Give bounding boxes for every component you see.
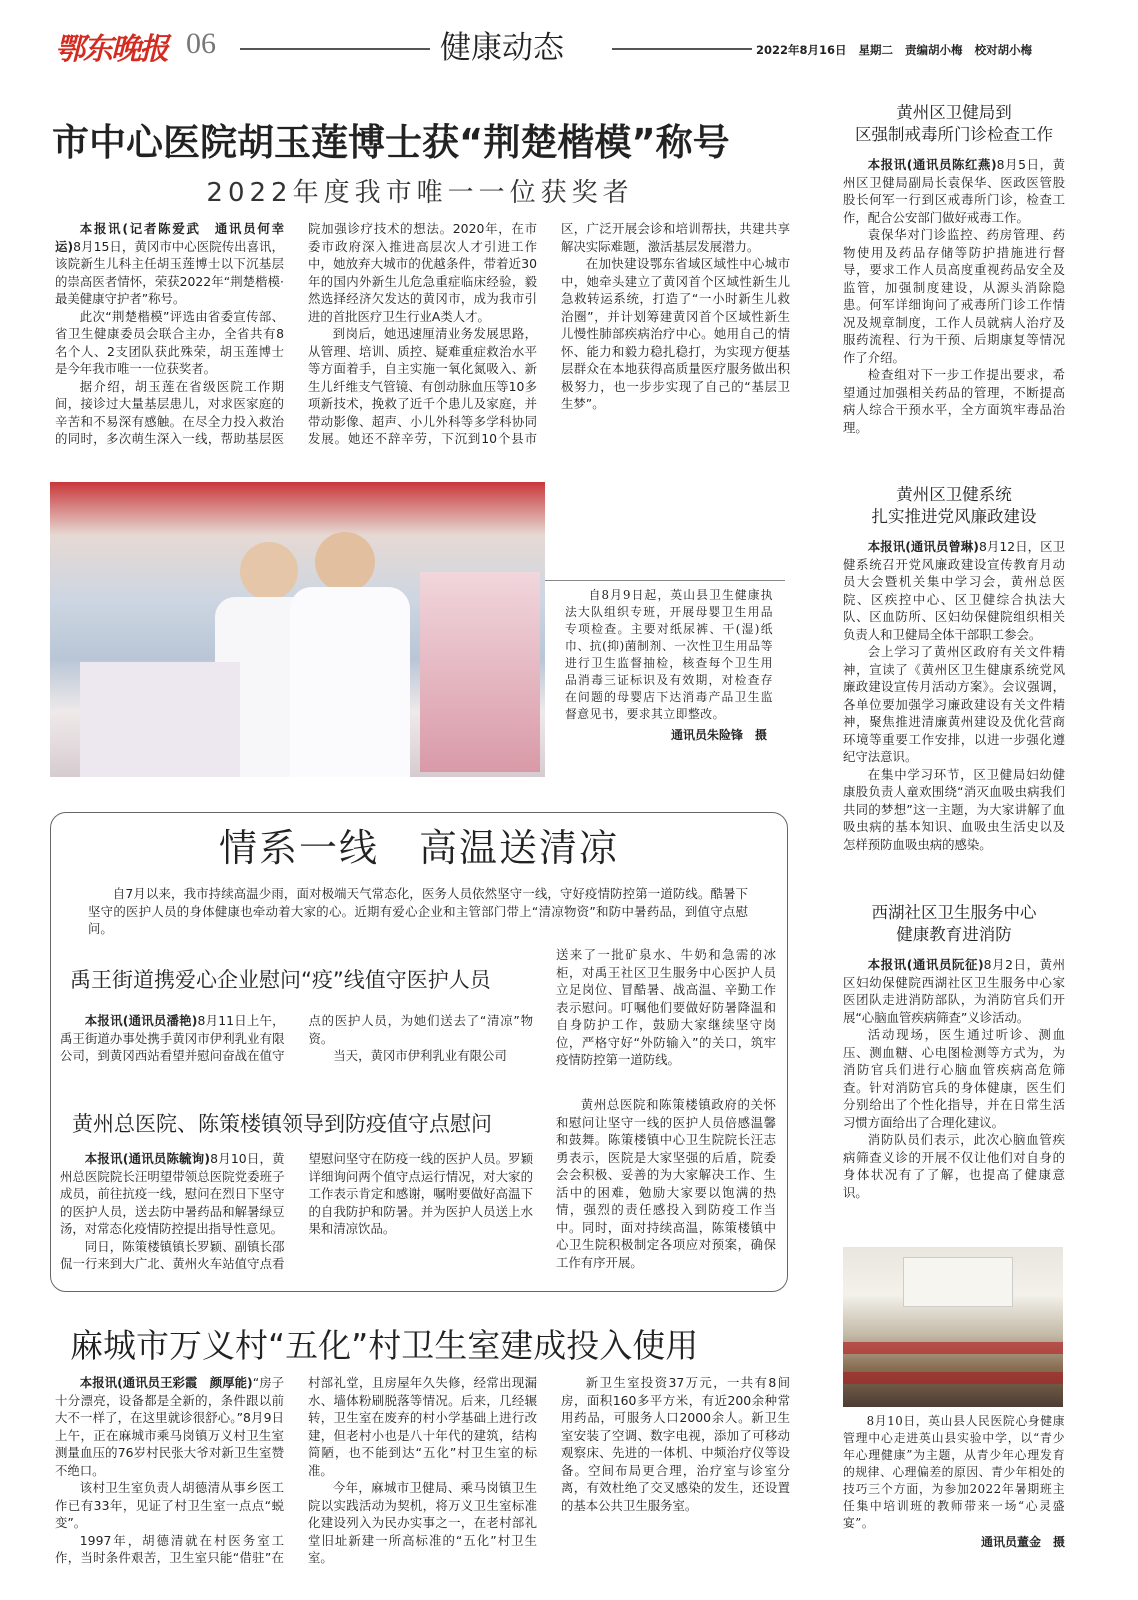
story2-title: 黄州总医院、陈策楼镇领导到防疫值守点慰问 xyxy=(72,1112,492,1136)
issue-weekday: 星期二 xyxy=(858,43,894,57)
paragraph: 8月15日，黄冈市中心医院传出喜讯，该院新生儿科主任胡玉莲博士以下沉基层的崇高医者情怀，荣获2022年“荆楚楷模·最美健康守护者”称号。 xyxy=(55,238,284,306)
article-title: 西湖社区卫生服务中心 xyxy=(871,903,1037,922)
paragraph: 到岗后，她迅速厘清业务发展思路，从管理、培训、质控、疑难重症救治水平等方面着手，自主实施一氧化氮吸入、新生儿纤维支气管镜、有创动脉血压等10多项新技术，挽救了近千个患儿及家庭，并带动影像、超声、小儿外科等多学科协同发展。她还不辞辛劳，下沉到10个县市区，广泛开展会诊和培训帮扶，共建共享解决实际难题，激活基层发展潜力。 xyxy=(308,221,790,446)
byline: 本报讯(记者陈爱武 通讯员何幸运) xyxy=(55,221,284,254)
issue-date: 2022年8月16日 xyxy=(756,43,847,57)
paragraph: 会上学习了黄州区政府有关文件精神，宣读了《黄州区卫生健康系统党风廉政建设宣传月活动方案》。会议强调，各单位要加强学习廉政建设有关文件精神，聚焦推进清廉黄州建设及优化营商环境等重要工作安排，以进一步强化遵纪守法意识。 xyxy=(843,644,1065,764)
article-title: 黄州区卫健系统 xyxy=(896,485,1012,504)
editor: 责编胡小梅 xyxy=(905,43,963,57)
paragraph: 8月10日，黄州总医院院长汪明望带领总医院党委班子成员，前往抗疫一线，慰问在烈日下坚守的医护人员，送去防中暑药品和解暑绿豆汤，对常态化疫情防控提出指导性意见。 xyxy=(60,1151,285,1236)
paragraph: 1997年，胡德清就在村医务室工作，当时条件艰苦，卫生室只能“借驻”在村部礼堂，且房屋年久失修，经常出现漏水、墙体粉刷脱落等情况。后来，几经辗转，卫生室在废弃的村小学基础上进行改建，但老村小也是八十年代的建筑，结构简陋，也不能到达“五化”村卫生室的标准。 xyxy=(55,1375,537,1565)
photo-caption: 8月10日，英山县人民医院心身健康管理中心走进英山县实验中学，以“青少年心理健康”为主题，从青少年心理发育的规律、心理偏差的原因、青少年相处的技巧三个方面，为参加2022年暑期班主任集中培训班的教师带来一场“心灵盛宴”。 xyxy=(843,1414,1065,1530)
paragraph: 当天，黄冈市伊利乳业有限公司 xyxy=(333,1048,507,1063)
story1-body-continued xyxy=(556,946,776,1069)
paragraph: 送来了一批矿泉水、牛奶和急需的冰柜，对禹王社区卫生服务中心医护人员立足岗位、冒酷暑、战高温、辛勤工作表示慰问。叮嘱他们要做好防暑降温和自身防护工作，鼓励大家继续坚守岗位，严格守好“外防输入”的关口，筑牢疫情防控第一道防线。 xyxy=(556,947,776,1067)
byline: 本报讯(通讯员潘艳) xyxy=(84,1013,198,1028)
byline: 本报讯(通讯员陈红燕) xyxy=(867,157,997,172)
byline: 本报讯(通讯员陈毓询) xyxy=(84,1151,211,1166)
issue-info xyxy=(756,42,1032,58)
header-rule xyxy=(240,48,430,50)
paragraph: 检查组对下一步工作提出要求，希望通过加强相关药品的管理，不断提高病人综合干预水平，全方面筑牢毒品治理。 xyxy=(843,367,1065,435)
byline: 本报讯(通讯员王彩霞 颜厚能) xyxy=(79,1375,253,1390)
bottom-headline: 麻城市万义村“五化”村卫生室建成投入使用 xyxy=(70,1326,699,1365)
paragraph: 黄州总医院和陈策楼镇政府的关怀和慰问让坚守一线的医护人员倍感温馨和鼓舞。陈策楼镇中心卫生院院长汪志勇表示，医院是大家坚强的后盾，院委会会积极、妥善的为大家解决工作、生活中的困难，勉励大家要以饱满的热情，强烈的责任感投入到防疫工作当中。同时，面对持续高温，陈策楼镇中心卫生院积极制定各项应对预案，确保工作有序开展。 xyxy=(556,1097,776,1270)
paragraph: 在加快建设鄂东省域区域性中心城市中，她牵头建立了黄冈首个区域性新生儿急救转运系统，打造了“一小时新生儿救治圈”，并计划筹建黄冈首个区域性新生儿慢性肺部疾病治疗中心。她用自己的情怀、能力和毅力稳扎稳打，为实现方便基层群众在本地获得高质量医疗服务做出积极努力，也一步步实现了自己的“基层卫生梦”。 xyxy=(561,256,790,411)
paragraph: 据介绍，胡玉莲在省级医院工作期间，接诊过大量基层患儿，对求医家庭的辛苦和不易深有感触。在尽全力投入救治的同时，多次萌生深入一线，帮助基层医院加强诊疗技术的想法。2020年，在市委市政府深入推进高层次人才引进工作中，她放弃大城市的优越条件，带着近30年的国内外新生儿危急重症临床经验，毅然选择经济欠发达的黄冈市，成为我市引进的首批医疗卫生行业A类人才。 xyxy=(55,221,537,446)
paragraph: 新卫生室投资37万元，一共有8间房，面积160多平方米，有近200余种常用药品，可服务人口2000余人。新卫生室安装了空调、数字电视，添加了可移动观察床、先进的一体机、中频治疗仪等设备。空间布局更合理，治疗室与诊室分离，有效杜绝了交叉感染的发生，还设置的基本公共卫生服务室。 xyxy=(561,1375,790,1513)
paragraph: 8月11日上午，禹王街道办事处携手黄冈市伊利乳业有限公司，到黄冈西站看望并慰问奋战在值守点的医护人员，为她们送去了“清凉”物资。 xyxy=(60,1013,533,1063)
paragraph: 消防队员们表示，此次心脑血管疾病筛查义诊的开展不仅让他们对自身的身体状况有了了解，也提高了健康意识。 xyxy=(843,1132,1065,1200)
byline: 本报讯(通讯员阮征) xyxy=(867,957,984,972)
page-number: 06 xyxy=(186,27,216,60)
story2-body xyxy=(60,1150,533,1273)
newspaper-logo: 鄂东晚报 xyxy=(55,32,167,67)
paragraph: 袁保华对门诊监控、药房管理、药物使用及药品存储等防护措施进行督导，要求工作人员高度重视药品安全及监管，加强制度建设，从源头消除隐患。何军详细询问了戒毒所门诊工作情况及规章制度，工作人员就病人治疗及服药流程、行为干预、后期康复等情况作了介绍。 xyxy=(843,227,1065,365)
proofreader: 校对胡小梅 xyxy=(974,43,1033,57)
article-title: 区强制戒毒所门诊检查工作 xyxy=(855,125,1053,144)
feature-intro xyxy=(88,885,748,938)
story1-title: 禹王街道携爱心企业慰问“疫”线值守医护人员 xyxy=(70,968,491,992)
paragraph: 8月5日，黄州区卫健局副局长袁保华、医政医管股股长何军一行到区戒毒所门诊，检查工作，配合公安部门做好戒毒工作。 xyxy=(843,157,1065,225)
byline: 本报讯(通讯员曾琳) xyxy=(867,539,979,554)
photo-credit: 通讯员朱险锋 摄 xyxy=(670,728,767,742)
story2-body-continued xyxy=(556,1096,776,1271)
article-title: 黄州区卫健局到 xyxy=(896,103,1012,122)
photo-caption-box xyxy=(545,580,785,743)
feature-title: 情系一线 高温送清凉 xyxy=(218,826,619,870)
right-article-1 xyxy=(843,102,1065,436)
paragraph: 同日，陈策楼镇镇长罗颖、副镇长邵侃一行来到大广北、黄州火车站值守点看望慰问坚守在防疫一线的医护人员。罗颖详细询问两个值守点运行情况，对大家的工作表示肯定和感谢，嘱咐要做好高温下的自我防护和防暑。并为医护人员送上水果和清凉饮品。 xyxy=(60,1151,533,1271)
paragraph: “房子十分漂亮，设备都是全新的，条件跟以前大不一样了，在这里就诊很舒心。”8月9日上午，正在麻城市乘马岗镇万义村卫生室测量血压的76岁村民张大爷对新卫生室赞不绝口。 xyxy=(55,1375,285,1478)
main-headline: 市中心医院胡玉莲博士获“荆楚楷模”称号 xyxy=(52,121,730,164)
photo-caption: 自8月9日起，英山县卫生健康执法大队组织专班，开展母婴卫生用品专项检查。主要对纸尿裤、干(湿)纸巾、抗(抑)菌制剂、一次性卫生用品等进行卫生监督抽检，核查每个卫生用品消毒三证标识及有效期，对检查存在问题的母婴店下达消毒产品卫生监督意见书，要求其立即整改。 xyxy=(565,588,773,721)
paragraph: 今年，麻城市卫健局、乘马岗镇卫生院以实践活动为契机，将万义卫生室标准化建设列入为民办实事之一，在老村部礼堂旧址新建一所高标准的“五化”村卫生室。 xyxy=(308,1480,537,1565)
inspection-photo xyxy=(50,482,545,777)
main-subheadline: 2022年度我市唯一一位获奖者 xyxy=(206,178,634,208)
article-title: 扎实推进党风廉政建设 xyxy=(871,507,1037,526)
classroom-photo xyxy=(843,1247,1063,1407)
paragraph: 此次“荆楚楷模”评选由省委宣传部、省卫生健康委员会联合主办，全省共有8名个人、2支团队获此殊荣，胡玉莲博士是今年我市唯一一位获奖者。 xyxy=(55,308,284,376)
paragraph: 活动现场，医生通过听诊、测血压、测血糖、心电图检测等方式为，为消防官兵们进行心脑血管疾病高危筛查。针对消防官兵的身体健康，医生们分别给出了个性化指导，并在日常生活习惯方面给出了合理化建议。 xyxy=(843,1027,1065,1130)
section-title: 健康动态 xyxy=(440,30,564,66)
classroom-caption-box xyxy=(843,1413,1065,1550)
story1-body xyxy=(60,1012,533,1065)
bottom-article-body xyxy=(55,1374,790,1567)
main-article-body xyxy=(55,220,790,448)
paragraph: 自7月以来，我市持续高温少雨，面对极端天气常态化，医务人员依然坚守一线，守好疫情防控第一道防线。酷暑下坚守的医护人员的身体健康也牵动着大家的心。近期有爱心企业和主管部门带上“清凉物资”和防中暑药品，到值守点慰问。 xyxy=(88,886,748,936)
paragraph: 该村卫生室负责人胡德清从事乡医工作已有33年，见证了村卫生室一点点“蜕变”。 xyxy=(55,1480,284,1530)
header-rule xyxy=(612,48,752,50)
paragraph: 8月12日，区卫健系统召开党风廉政建设宣传教育月动员大会暨机关集中学习会，黄州总医院、区疾控中心、区卫健综合执法大队、区血防所、区妇幼保健院组织相关负责人和卫健局全体干部职工参会。 xyxy=(843,539,1065,642)
paragraph: 8月2日，黄州区妇幼保健院西湖社区卫生服务中心家医团队走进消防部队，为消防官兵们开展“心脑血管疾病筛查”义诊活动。 xyxy=(843,957,1065,1025)
right-article-2 xyxy=(843,484,1065,853)
paragraph: 在集中学习环节，区卫健局妇幼健康股负责人童欢围绕“消灭血吸虫病我们共同的梦想”这一主题，为大家讲解了血吸虫病的基本知识、血吸虫生活史以及怎样预防血吸虫病的感染。 xyxy=(843,766,1065,852)
right-article-3 xyxy=(843,902,1065,1201)
article-title: 健康教育进消防 xyxy=(896,925,1012,944)
photo-credit: 通讯员董金 摄 xyxy=(980,1535,1065,1549)
